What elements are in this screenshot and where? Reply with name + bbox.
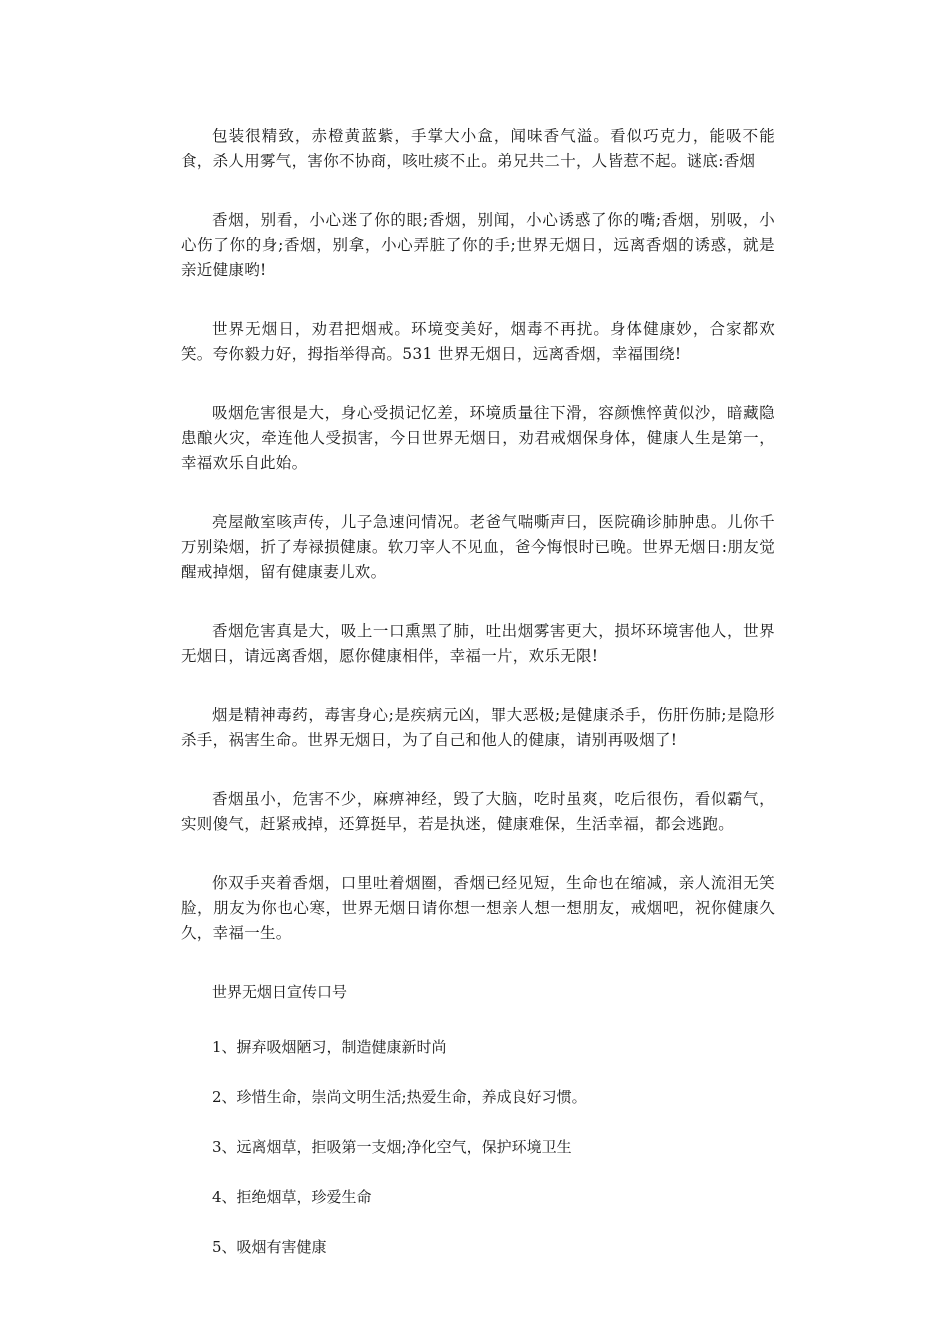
document-page [181,124,775,1285]
paragraph-lung-harm: 香烟危害真是大，吸上一口熏黑了肺，吐出烟雾害更大，损坏环境害他人，世界无烟日，请远离香烟，愿你健康相伴，幸福一片，欢乐无限! [181,622,775,665]
slogan-item: 5、吸烟有害健康 [212,1238,327,1256]
paragraph-quit-advice: 世界无烟日，劝君把烟戒。环境变美好，烟毒不再扰。身体健康妙，合家都欢笑。夸你毅力好，拇指举得高。531 世界无烟日，远离香烟，幸福围绕! [181,320,775,363]
slogans-heading: 世界无烟日宣传口号 [212,983,348,1001]
slogan-item: 1、摒弃吸烟陋习，制造健康新时尚 [212,1038,447,1056]
paragraph-small-harm: 香烟虽小，危害不少，麻痹神经，毁了大脑，吃时虽爽，吃后很伤，看似霸气，实则傻气，赶紧戒掉，还算挺早，若是执迷，健康难保，生活幸福，都会逃跑。 [181,790,775,833]
paragraph-riddle: 包装很精致，赤橙黄蓝紫，手掌大小盒，闻味香气溢。看似巧克力，能吸不能食，杀人用雾气，害你不协商，咳吐痰不止。弟兄共二十，人皆惹不起。谜底:香烟 [181,127,775,170]
slogan-item: 2、珍惜生命，崇尚文明生活;热爱生命，养成良好习惯。 [212,1088,587,1106]
paragraph-poison: 烟是精神毒药，毒害身心;是疾病元凶，罪大恶极;是健康杀手，伤肝伤肺;是隐形杀手，祸害生命。世界无烟日，为了自己和他人的健康，请别再吸烟了! [181,706,775,749]
slogan-item: 4、拒绝烟草，珍爱生命 [212,1188,372,1206]
paragraph-warning: 香烟，别看，小心迷了你的眼;香烟，别闻，小心诱惑了你的嘴;香烟，别吸，小心伤了你的身;香烟，别拿，小心弄脏了你的手;世界无烟日，远离香烟的诱惑，就是亲近健康哟! [181,211,775,279]
paragraph-harm: 吸烟危害很是大，身心受损记忆差，环境质量往下滑，容颜憔悴黄似沙，暗藏隐患酿火灾，牵连他人受损害，今日世界无烟日，劝君戒烟保身体，健康人生是第一，幸福欢乐自此始。 [181,404,775,472]
slogan-item: 3、远离烟草，拒吸第一支烟;净化空气，保护环境卫生 [212,1138,572,1156]
slogans-list [181,1035,775,1260]
paragraph-father-story: 亮屋敞室咳声传，儿子急速问情况。老爸气喘嘶声曰，医院确诊肺肿患。儿你千万别染烟，折了寿禄损健康。软刀宰人不见血，爸今悔恨时已晚。世界无烟日:朋友觉醒戒掉烟，留有健康妻儿欢。 [181,513,775,581]
paragraph-family: 你双手夹着香烟，口里吐着烟圈，香烟已经见短，生命也在缩减，亲人流泪无笑脸，朋友为你也心寒，世界无烟日请你想一想亲人想一想朋友，戒烟吧，祝你健康久久，幸福一生。 [181,874,775,942]
